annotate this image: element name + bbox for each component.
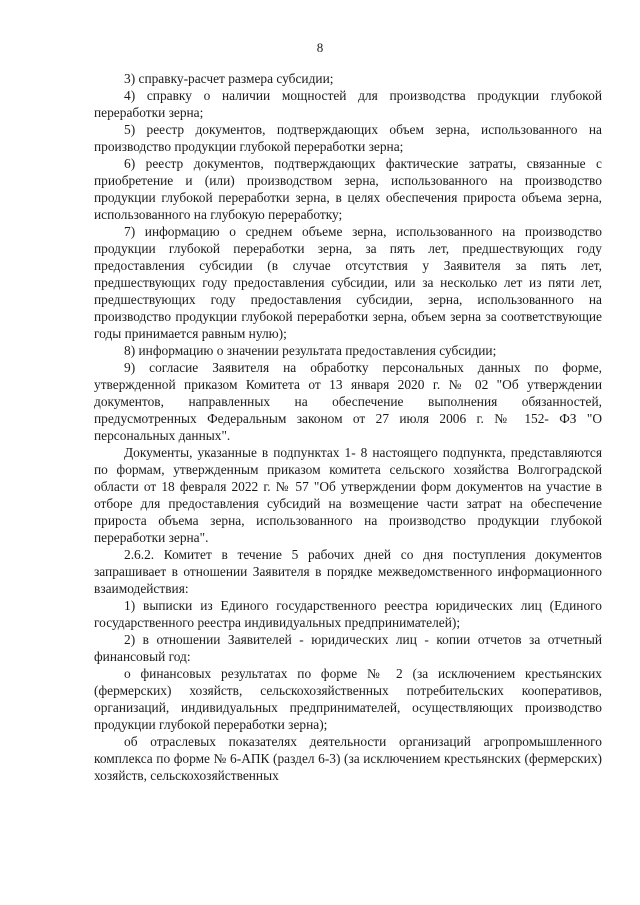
paragraph-item-4: 4) справку о наличии мощностей для производства продукции глубокой переработки зерна; xyxy=(94,88,602,120)
paragraph-subitem-2: 2) в отношении Заявителей - юридических лиц - копии отчетов за отчетный финансовый год: xyxy=(94,632,602,664)
paragraph-documents-note: Документы, указанные в подпунктах 1- 8 настоящего подпункта, представляются по формам, утвержденным приказом комитета сельского хозяйства Волгоградской области от 18 февраля 2022 г. № 57 "Об утверждении форм документов на участие в отборе для предоставления субсидий на возмещение части затрат на обеспечение прироста объема зерна, использованного на производство продукции глубокой переработки зерна". xyxy=(94,445,602,545)
paragraph-subitem-1: 1) выписки из Единого государственного реестра юридических лиц (Единого государственного реестра индивидуальных предпринимателей); xyxy=(94,598,602,630)
paragraph-item-5: 5) реестр документов, подтверждающих объем зерна, использованного на производство продукции глубокой переработки зерна; xyxy=(94,122,602,154)
paragraph-item-6: 6) реестр документов, подтверждающих фактические затраты, связанные с приобретение и (или) производством зерна, использованного на производство продукции глубокой переработки зерна, в целях обеспечения прироста объема зерна, использованного на глубокую переработку; xyxy=(94,156,602,222)
paragraph-item-9: 9) согласие Заявителя на обработку персональных данных по форме, утвержденной приказом Комитета от 13 января 2020 г. № 02 "Об утверждении документов, направленных на обеспечение выполнения обязанностей, предусмотренных Федеральным законом от 27 июля 2006 г. № 152- ФЗ "О персональных данных". xyxy=(94,360,602,443)
paragraph-2-6-2: 2.6.2. Комитет в течение 5 рабочих дней со дня поступления документов запрашивает в отношении Заявителя в порядке межведомственного информационного взаимодействия: xyxy=(94,547,602,596)
page-number: 8 xyxy=(316,40,324,55)
paragraph-industry-indicators: об отраслевых показателях деятельности организаций агропромышленного комплекса по форме № 6-АПК (раздел 6-3) (за исключением крестьянских (фермерских) хозяйств, сельскохозяйственных xyxy=(94,734,602,783)
paragraph-item-8: 8) информацию о значении результата предоставления субсидии; xyxy=(124,343,497,358)
paragraph-financial-results: о финансовых результатах по форме № 2 (за исключением крестьянских (фермерских) хозяйств, сельскохозяйственных потребительских кооперативов, организаций, индивидуальных предпринимателей, осуществляющих производство продукции глубокой переработки зерна); xyxy=(94,666,602,732)
paragraph-item-3: 3) справку-расчет размера субсидии; xyxy=(124,71,334,86)
document-body xyxy=(94,70,602,784)
paragraph-item-7: 7) информацию о среднем объеме зерна, использованного на производство продукции глубокой переработки зерна, за пять лет, предшествующих году предоставления субсидии (в случае отсутствия у Заявителя за пять лет, предшествующих году предоставления субсидии, или за несколько лет из пяти лет, предшествующих году предоставления субсидии, зерна, использованного на производство продукции глубокой переработки зерна, объем зерна за соответствующие годы принимается равным нулю); xyxy=(94,224,602,341)
